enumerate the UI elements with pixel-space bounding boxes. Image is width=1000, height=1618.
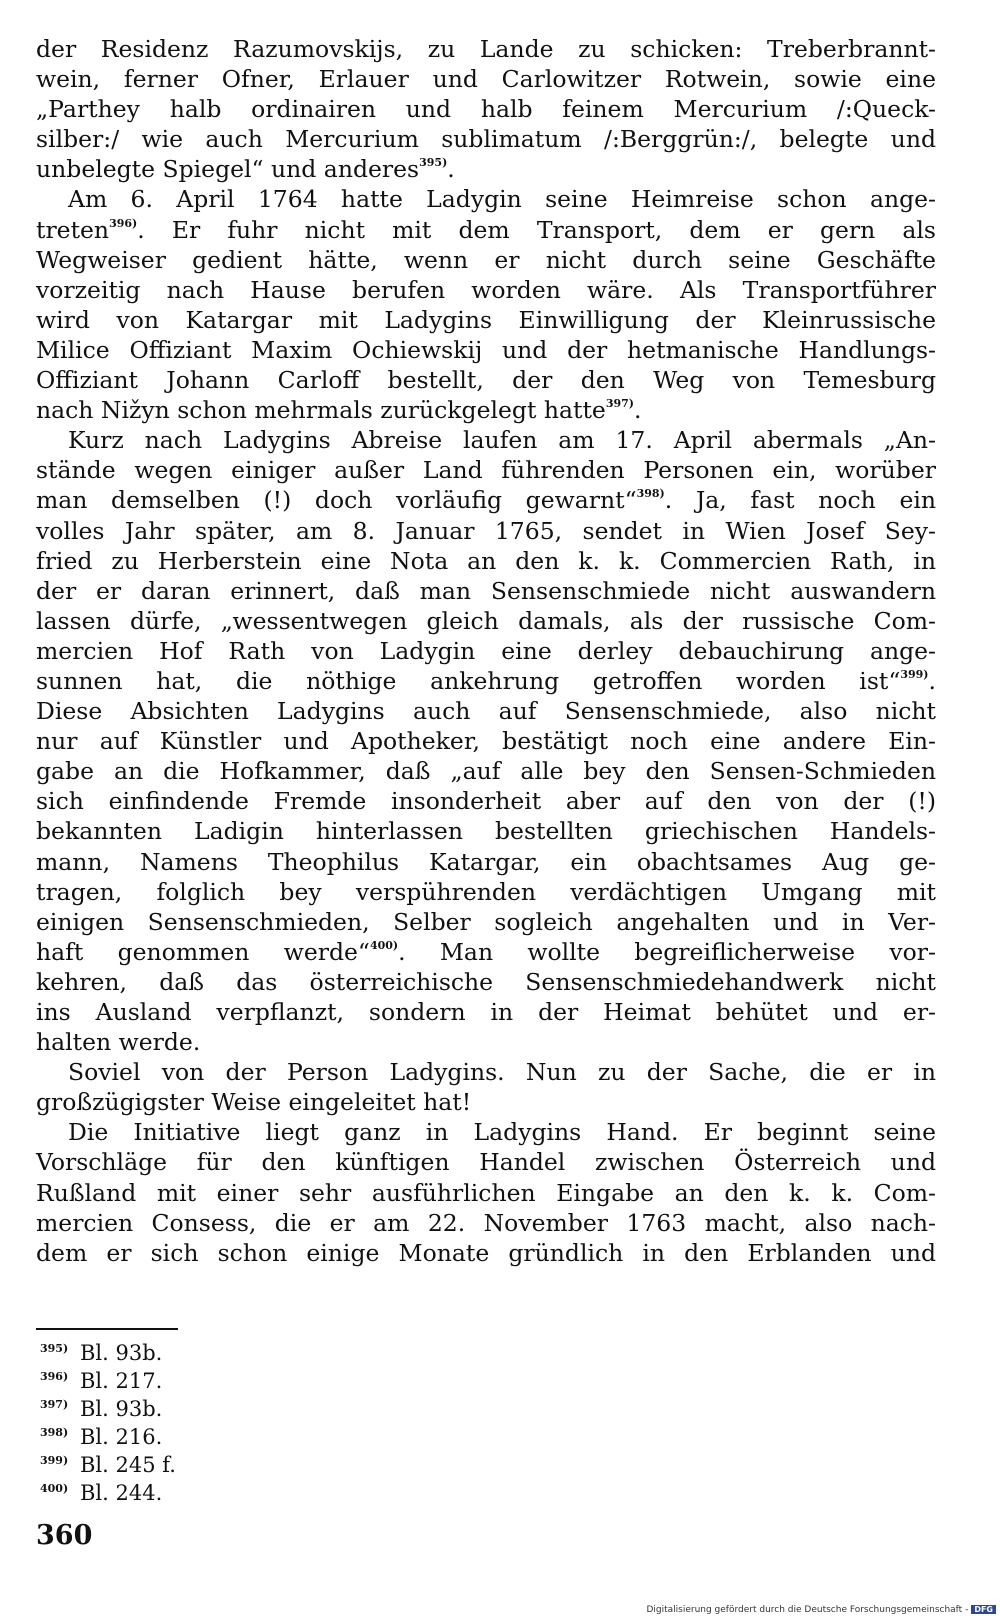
line-text: dem er sich schon einige Monate gründlich in den Erblanden und — [36, 1238, 936, 1267]
line-text: nach Nižyn schon mehrmals zurückgelegt hatte — [36, 396, 606, 425]
footnote-rule — [36, 1328, 178, 1330]
footnote-number: 397) — [40, 1398, 69, 1411]
watermark-text: Digitalisierung gefördert durch die Deutsche Forschungsgemeinschaft - — [646, 1605, 969, 1615]
text-line — [36, 94, 936, 124]
line-text: Vorschläge für den künftigen Handel zwischen Österreich und — [36, 1148, 936, 1177]
line-text: treten — [36, 215, 110, 244]
line-text: sunnen hat, die nöthige ankehrung getroffen worden ist“ — [36, 666, 901, 695]
line-text: gabe an die Hofkammer, daß „auf alle bey den Sensen-Schmieden — [36, 757, 936, 786]
text-line — [36, 1087, 936, 1117]
line-text: ins Ausland verpflanzt, sondern in der Heimat behütet und er- — [36, 998, 936, 1026]
text-line — [36, 816, 936, 846]
text-line — [36, 184, 936, 214]
line-text-after: . — [634, 396, 642, 425]
line-text: nur auf Künstler und Apotheker, bestätigt noch eine andere Ein- — [36, 727, 936, 756]
line-text: Die Initiative liegt ganz in Ladygins Hand. Er beginnt seine — [68, 1118, 936, 1147]
text-line — [36, 425, 936, 455]
text-line — [36, 245, 936, 275]
line-text: mercien Hof Rath von Ladygin eine derley debauchirung ange- — [36, 636, 936, 665]
body-text — [36, 34, 936, 1268]
text-line — [36, 997, 936, 1027]
footnote-ref: 397) — [605, 397, 634, 411]
text-line — [36, 1057, 936, 1087]
line-text: großzügigster Weise eingeleitet hat! — [36, 1088, 472, 1117]
text-line — [36, 576, 936, 606]
text-line — [36, 215, 936, 245]
text-line — [36, 847, 936, 877]
line-text: Am 6. April 1764 hatte Ladygin seine Heimreise schon ange- — [68, 185, 936, 214]
footnote-ref: 395) — [419, 156, 448, 170]
text-line — [36, 636, 936, 666]
footnote-number: 395) — [40, 1342, 69, 1355]
text-line — [36, 516, 936, 546]
footnote-number: 398) — [40, 1426, 69, 1439]
line-text: „Parthey halb ordinairen und halb feinem Mercurium /:Queck- — [36, 95, 936, 124]
footnote — [40, 1335, 176, 1363]
text-line — [36, 1178, 936, 1208]
page-number: 360 — [36, 1520, 93, 1551]
line-text: wird von Katargar mit Ladygins Einwilligung der Kleinrussische — [36, 305, 936, 334]
text-line — [36, 696, 936, 726]
line-text: bekannten Ladigin hinterlassen bestellten griechischen Handels- — [36, 817, 936, 846]
line-text: Diese Absichten Ladygins auch auf Sensenschmiede, also nicht — [36, 697, 936, 726]
text-line — [36, 154, 936, 184]
line-text: vorzeitig nach Hause berufen worden wäre. Als Transportführer — [36, 275, 936, 304]
line-text: Wegweiser gedient hätte, wenn er nicht durch seine Geschäfte — [36, 245, 936, 274]
footnotes — [40, 1335, 176, 1503]
text-line — [36, 756, 936, 786]
footnote-text: Bl. 93b. — [80, 1397, 163, 1421]
text-line — [36, 275, 936, 305]
line-text: Soviel von der Person Ladygins. Nun zu der Sache, die er in — [68, 1058, 936, 1087]
line-text: Offiziant Johann Carloff bestellt, der den Weg von Temesburg — [36, 366, 936, 395]
footnote-text: Bl. 217. — [80, 1369, 163, 1393]
footnote-text: Bl. 216. — [80, 1425, 163, 1449]
text-line — [36, 967, 936, 997]
text-line — [36, 124, 936, 154]
line-text-after: . Er fuhr nicht mit dem Transport, dem er gern als — [137, 215, 936, 244]
line-text-after: . Man wollte begreiflicherweise vor- — [398, 937, 936, 966]
text-line — [36, 907, 936, 937]
footnote-number: 396) — [40, 1370, 69, 1383]
text-line — [36, 666, 936, 696]
text-line — [36, 546, 936, 576]
line-text: Milice Offiziant Maxim Ochiewskij und der hetmanische Handlungs- — [36, 335, 936, 364]
text-line — [36, 365, 936, 395]
line-text: Rußland mit einer sehr ausführlichen Eingabe an den k. k. Com- — [36, 1178, 936, 1207]
line-text: tragen, folglich bey verspührenden verdächtigen Umgang mit — [36, 877, 936, 906]
text-line — [36, 937, 936, 967]
line-text-after: . Ja, fast noch ein — [664, 486, 936, 515]
text-line — [36, 1027, 936, 1057]
line-text: fried zu Herberstein eine Nota an den k. k. Commercien Rath, in — [36, 546, 936, 575]
footnote-ref: 396) — [109, 216, 138, 230]
line-text: stände wegen einiger außer Land führenden Personen ein, worüber — [36, 456, 936, 485]
text-line — [36, 64, 936, 94]
line-text: Kurz nach Ladygins Abreise laufen am 17. April abermals „An- — [68, 426, 936, 455]
line-text-after: . — [928, 666, 936, 695]
footnote — [40, 1475, 176, 1503]
footnote — [40, 1391, 176, 1419]
line-text: einigen Sensenschmieden, Selber sogleich angehalten und in Ver- — [36, 907, 936, 936]
text-line — [36, 305, 936, 335]
footnote-number: 400) — [40, 1482, 69, 1495]
dfg-watermark — [646, 1605, 996, 1615]
line-text: volles Jahr später, am 8. Januar 1765, sendet in Wien Josef Sey- — [36, 516, 936, 545]
text-line — [36, 395, 936, 425]
line-text: der er daran erinnert, daß man Sensenschmiede nicht auswandern — [36, 576, 936, 605]
line-text: sich einfindende Fremde insonderheit aber auf den von der (!) — [36, 787, 936, 816]
line-text: kehren, daß das österreichische Sensenschmiedehandwerk nicht — [36, 967, 936, 996]
line-text-after: . — [447, 155, 455, 184]
dfg-logo: DFG — [971, 1605, 996, 1614]
line-text: lassen dürfe, „wessentwegen gleich damals, als der russische Com- — [36, 606, 936, 635]
text-line — [36, 1117, 936, 1147]
text-line — [36, 335, 936, 365]
footnote-text: Bl. 244. — [80, 1481, 163, 1505]
text-line — [36, 726, 936, 756]
text-line — [36, 455, 936, 485]
footnote-ref: 400) — [369, 938, 399, 952]
line-text: wein, ferner Ofner, Erlauer und Carlowitzer Rotwein, sowie eine — [36, 65, 936, 94]
line-text: mercien Consess, die er am 22. November 1763 macht, also nach- — [36, 1208, 936, 1237]
text-line — [36, 1147, 936, 1177]
footnote — [40, 1447, 176, 1475]
text-line — [36, 877, 936, 907]
footnote-text: Bl. 245 f. — [80, 1453, 176, 1477]
line-text: halten werde. — [36, 1028, 201, 1057]
footnote — [40, 1363, 176, 1391]
footnote-ref: 398) — [636, 487, 665, 501]
line-text: silber:/ wie auch Mercurium sublimatum /:Berggrün:/, belegte und — [36, 125, 936, 154]
line-text: unbelegte Spiegel“ und anderes — [36, 155, 420, 184]
text-line — [36, 1208, 936, 1238]
text-line — [36, 485, 936, 515]
line-text: man demselben (!) doch vorläufig gewarnt“ — [36, 486, 637, 515]
footnote-text: Bl. 93b. — [80, 1341, 163, 1365]
footnote-ref: 399) — [900, 667, 929, 681]
text-line — [36, 786, 936, 816]
line-text: mann, Namens Theophilus Katargar, ein obachtsames Aug ge- — [36, 847, 936, 876]
text-line — [36, 1238, 936, 1268]
footnote-number: 399) — [40, 1454, 69, 1467]
footnote — [40, 1419, 176, 1447]
text-line — [36, 606, 936, 636]
text-line — [36, 34, 936, 64]
line-text: der Residenz Razumovskijs, zu Lande zu schicken: Treberbrannt- — [36, 35, 936, 63]
line-text: haft genommen werde“ — [36, 937, 370, 966]
